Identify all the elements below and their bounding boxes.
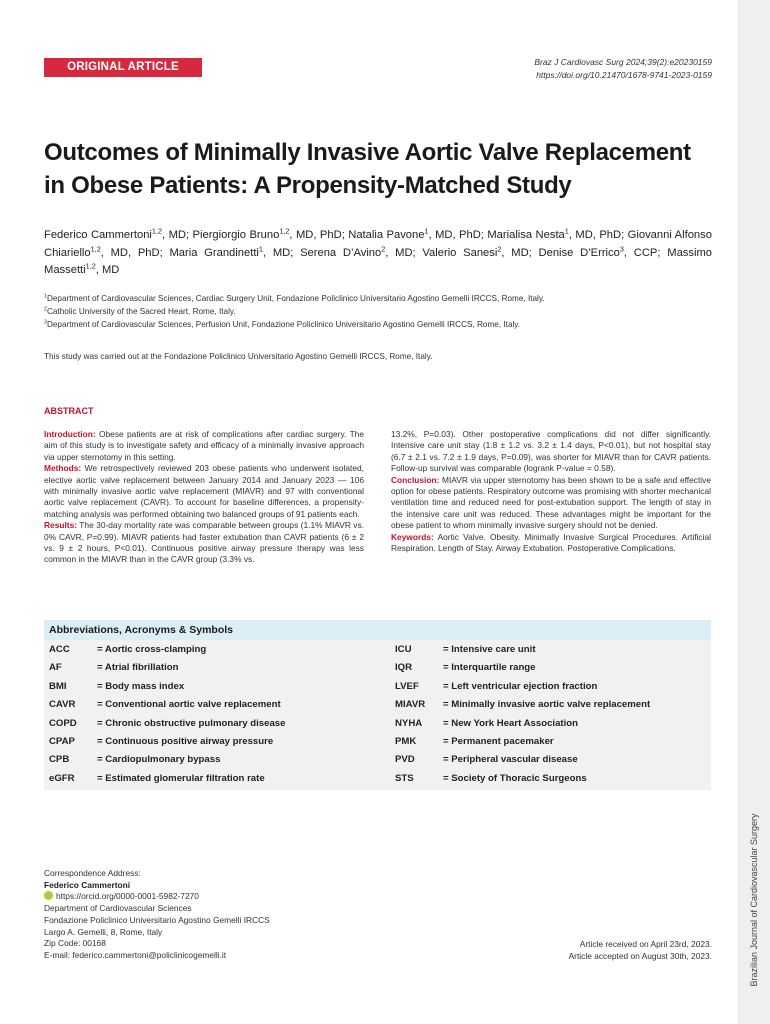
abbreviation-definition: = Chronic obstructive pulmonary disease xyxy=(97,717,286,729)
author-list xyxy=(44,227,712,280)
abbreviation-definition: = Body mass index xyxy=(97,680,185,692)
abstract-text: The 30-day mortality rate was comparable between groups (1.1% MIAVR vs. 0% CAVR, P=0.99). MIAVR patients had faster extubation than CAVR patients (6 ± 2 vs. 9 ± 2 hours, P<0.01). Continuous positive airway pressure therapy was less common in the MIAVR than in the CAVR group (3.3% vs. xyxy=(44,520,364,565)
abbreviation-term: STS xyxy=(395,772,414,784)
abbreviation-definition: = Left ventricular ejection fraction xyxy=(443,680,598,692)
abbreviation-definition: = Conventional aortic valve replacement xyxy=(97,699,281,711)
accepted-date: Article accepted on August 30th, 2023. xyxy=(568,950,712,961)
abstract-left-column xyxy=(44,429,364,566)
author-name: Marialisa Nesta xyxy=(487,229,565,241)
journal-side-label: Brazilian Journal of Cardiovascular Surgery xyxy=(749,813,759,987)
author-degree: , MD, PhD; xyxy=(568,229,628,241)
study-location-note: This study was carried out at the Fondazione Policlinico Universitario Agostino Gemelli IRCCS, Rome, Italy. xyxy=(44,352,433,361)
abbreviation-term: PMK xyxy=(395,736,417,747)
abbreviation-term: CPAP xyxy=(49,736,75,747)
article-title xyxy=(44,136,724,202)
correspondence-line: Zip Code: 00168 xyxy=(44,938,106,949)
doi-link[interactable]: https://doi.org/10.21470/1678-9741-2023-0159 xyxy=(536,70,712,80)
abstract-paragraph xyxy=(391,429,711,475)
abbreviation-definition: = Minimally invasive aortic valve replacement xyxy=(443,699,651,711)
author-affiliation-number: 2 xyxy=(497,243,502,253)
correspondence-line: Fondazione Policlinico Universitario Agostino Gemelli IRCCS xyxy=(44,914,270,925)
abstract-text: We retrospectively reviewed 203 obese patients who underwent isolated, elective aortic valve replacement between January 2014 and January 2023 — 106 with minimally invasive aortic valve replacement (MIAVR) and 97 with conventional aortic valve replacement (CAVR). To account for baseline differences, a propensity-matching analysis was performed obtaining two balanced groups of 91 patients each. xyxy=(44,463,364,519)
abbreviation-term: MIAVR xyxy=(395,699,426,711)
abstract-text: Aortic Valve. Obesity. Minimally Invasive Surgical Procedures. Artificial Respiration. Length of Stay. Airway Extubation. Postoperative Complications. xyxy=(391,531,711,554)
author-degree: , MD; xyxy=(385,246,423,259)
affiliation-1: $^1$Department of Cardiovascular Sciences, Cardiac Surgery Unit, Fondazione Policlinico Universitario Agostino Gemelli IRCCS, Rome, Italy. xyxy=(44,293,545,303)
abbreviation-term: eGFR xyxy=(49,772,75,784)
affiliation-2: $^2$Catholic University of the Sacred Heart, Rome, Italy. xyxy=(44,306,236,316)
abstract-paragraph xyxy=(44,463,364,520)
abbreviation-definition: = Continuous positive airway pressure xyxy=(97,736,274,747)
author-degree: , MD; xyxy=(501,246,539,259)
author-affiliation-number: 1,2 xyxy=(90,243,101,253)
abbreviation-term: COPD xyxy=(49,717,77,729)
correspondence-name: Federico Cammertoni xyxy=(44,879,131,890)
author-name: Maria Grandinetti xyxy=(169,246,259,259)
correspondence-block xyxy=(44,868,270,962)
abbreviation-definition: = Interquartile range xyxy=(443,662,536,674)
abbreviation-term: CAVR xyxy=(49,699,76,711)
abstract-paragraph xyxy=(391,475,711,532)
correspondence-label: Correspondence Address: xyxy=(44,868,141,878)
article-dates xyxy=(569,939,712,962)
title-line-1: Outcomes of Minimally Invasive Aortic Valve Replacement xyxy=(44,139,691,166)
author-degree: , MD, PhD; xyxy=(428,229,488,241)
correspondence-email[interactable]: E-mail: federico.cammertoni@policlinicogemelli.it xyxy=(44,949,227,960)
author-name: Piergiorgio Bruno xyxy=(192,229,280,241)
abstract-paragraph xyxy=(391,532,711,555)
abbreviations-box xyxy=(44,620,711,790)
received-date: Article received on April 23rd, 2023. xyxy=(579,939,712,949)
abbreviation-term: ICU xyxy=(395,644,412,655)
abbreviation-definition: = Atrial fibrillation xyxy=(97,662,179,674)
abstract-section-label: Methods: xyxy=(44,463,82,474)
title-line-2: in Obese Patients: A Propensity-Matched Study xyxy=(44,172,572,199)
abbreviation-definition: = Permanent pacemaker xyxy=(443,736,554,747)
abbreviation-definition: = Aortic cross-clamping xyxy=(97,644,207,655)
author-name: Denise D’Errico xyxy=(538,246,620,259)
abbreviation-definition: = Peripheral vascular disease xyxy=(443,754,578,766)
citation: Braz J Cardiovasc Surg 2024;39(2):e20230159 xyxy=(534,57,712,67)
abbreviation-definition: = Society of Thoracic Surgeons xyxy=(443,772,587,784)
abbreviation-term: ACC xyxy=(49,644,70,655)
author-degree: , MD; xyxy=(162,229,193,241)
orcid-row xyxy=(44,891,270,903)
abbreviation-term: LVEF xyxy=(395,680,419,692)
abstract-paragraph xyxy=(44,520,364,566)
abstract-text: 13.2%, P=0.03). Other postoperative complications did not differ significantly. Intensive care unit stay (1.8 ± 1.2 vs. 3.2 ± 1.4 days, P<0.01), but not hospital stay (6.7 ± 2.1 vs. 7.2 ± 1.9 days, P=0.09), was shorter for MIAVR than for CAVR patients. Follow-up survival was comparable (logrank P-value = 0.58). xyxy=(391,429,711,474)
author-name: Serena D’Avino xyxy=(300,246,382,259)
abbreviation-definition: = Cardiopulmonary bypass xyxy=(97,754,221,766)
author-affiliation-number: 1 xyxy=(258,243,263,253)
author-degree: , MD xyxy=(95,264,120,276)
author-affiliation-number: 1,2 xyxy=(151,226,163,236)
author-affiliation-number: 2 xyxy=(381,243,386,253)
abbreviation-definition: = Estimated glomerular filtration rate xyxy=(97,772,265,784)
correspondence-line: Largo A. Gemelli, 8, Rome, Italy xyxy=(44,926,163,937)
abstract-section-label: Introduction: xyxy=(44,429,96,439)
abbreviation-definition: = Intensive care unit xyxy=(443,644,536,655)
author-affiliation-number: 1,2 xyxy=(279,226,290,236)
abstract-text: Obese patients are at risk of complications after cardiac surgery. The aim of this study is to investigate safety and efficacy of a minimally invasive approach via upper sternotomy in this setting. xyxy=(44,429,364,462)
abstract-section-label: Keywords: xyxy=(391,531,434,542)
author-degree: , MD, PhD; xyxy=(100,246,170,259)
abbreviation-term: AF xyxy=(49,662,62,674)
abbreviations-heading-bar xyxy=(44,620,711,640)
orcid-icon xyxy=(44,891,53,900)
author-name: Massimo Massetti xyxy=(44,246,713,276)
author-affiliation-number: 3 xyxy=(619,243,624,253)
author-name: Valerio Sanesi xyxy=(422,246,498,259)
abstract-section-label: Results: xyxy=(44,520,78,531)
author-degree: , CCP; xyxy=(623,246,668,259)
abbreviations-heading: Abbreviations, Acronyms & Symbols xyxy=(49,624,233,636)
author-affiliation-number: 1 xyxy=(564,226,569,236)
author-name: Giovanni Alfonso Chiariello xyxy=(44,229,712,259)
affiliation-3: $^3$Department of Cardiovascular Sciences, Perfusion Unit, Fondazione Policlinico Universitario Agostino Gemelli IRCCS, Rome, Italy. xyxy=(44,319,521,329)
abstract-right-column xyxy=(391,429,711,554)
article-type-badge: ORIGINAL ARTICLE xyxy=(44,58,202,77)
abbreviations-list xyxy=(44,640,711,790)
author-affiliation-number: 1,2 xyxy=(85,261,96,271)
abstract-section-label: Conclusion: xyxy=(391,474,440,485)
abbreviation-term: CPB xyxy=(49,754,70,766)
author-degree: , MD; xyxy=(262,246,301,259)
author-affiliation-number: 1 xyxy=(424,226,429,236)
abstract-heading: ABSTRACT xyxy=(44,406,94,416)
author-name: Natalia Pavone xyxy=(348,229,425,241)
abstract-paragraph xyxy=(44,429,364,463)
correspondence-line: Department of Cardiovascular Sciences xyxy=(44,903,192,914)
abbreviation-term: PVD xyxy=(395,754,415,766)
abstract-text: MIAVR via upper sternotomy has been shown to be a safe and effective option for obese patients. Respiratory outcome was promising with shorter mechanical ventilation time and reduced need for post-extubation support. The length of stay in the intensive care unit was reduced. These advantages might be important for the obese patient to whom minimally invasive surgery should not be denied. xyxy=(391,474,711,531)
abbreviation-term: NYHA xyxy=(395,717,423,729)
author-degree: , MD, PhD; xyxy=(289,229,349,241)
abbreviation-definition: = New York Heart Association xyxy=(443,717,578,729)
orcid-link[interactable]: https://orcid.org/0000-0001-5982-7270 xyxy=(56,891,199,902)
abbreviation-term: IQR xyxy=(395,662,413,674)
abbreviation-term: BMI xyxy=(49,680,67,692)
author-name: Federico Cammertoni xyxy=(44,229,152,241)
